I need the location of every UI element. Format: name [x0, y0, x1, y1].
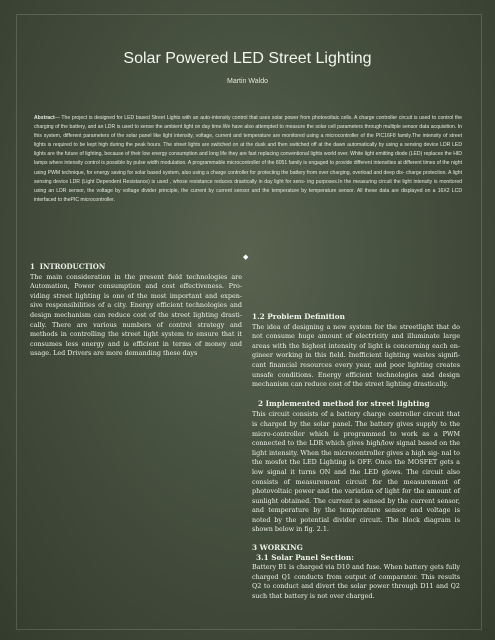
problem-heading: 1.2 Problem Definition	[252, 312, 345, 321]
method-text: This circuit consists of a battery charge controller circuit that is charged by the solar panel. The battery gives supply to the micro-controller which is programmed to work as a PWM connected to the LDR which gives high/low signal based on the light intensity. When the microcontroller gives a high sig- nal to the mosfet the LED Lighting is OFF. Once the MOSFET gets a low signal it turns ON and the LED glows. The circuit also consists of measurement circuit for the measurement of photovoltaic power and the variation of light for the amount of sunlight obtained. The current is sensed by the current sensor, and temperature by the temperature sensor and voltage is noted by the potential divider circuit. The block diagram is shown below in fig. 2.1.	[252, 410, 460, 534]
problem-text: The idea of designing a new system for the streetlight that do not consume huge amount of electricity and illuminate large areas with the highest intensity of light is concerning each en- gineer working in this field. Inefficient lighting wastes signifi- cant financial resources every year, and poor lighting creates unsafe conditions. Energy efficient technologies and design mechanism can reduce cost of the street lighting drastically.	[252, 322, 460, 389]
working-heading: 3 WORKING	[252, 543, 303, 553]
working-text: Battery B1 is charged via D10 and fuse. When battery gets fully charged Q1 conducts from output of comparator. This results Q2 to conduct and divert the solar power through D11 and Q2 such that battery is not over charged.	[252, 563, 460, 601]
intro-number: 1	[30, 262, 35, 271]
diamond-icon: ◆	[243, 253, 249, 261]
intro-heading-text: INTRODUCTION	[39, 262, 106, 271]
intro-text: The main consideration in the present field technologies are Automation, Power consumption and cost effectiveness. Pro- viding street lighting is one of the most important and expen- sive responsibilities of a city. Energy efficient technologies and design mechanism can reduce cost of the street lighting drasti- cally. There are various numbers of control strategy and methods in controlling the street light system to ensure that it consumes less energy and is efficient in terms of money and usage. Led Drivers are more demanding these days	[30, 272, 242, 358]
author-name: Martin Waldo	[227, 78, 268, 85]
abstract-label: Abstract	[34, 115, 55, 121]
left-column	[30, 262, 242, 359]
intro-heading	[30, 262, 242, 272]
abstract	[34, 114, 462, 205]
paper-title: Solar Powered LED Street Lighting	[123, 50, 372, 67]
abstract-text: — The project is designed for LED based Street Lights with an auto-intensity control that uses solar power from photovoltaic cells. A charge controller circuit is used to control the charging of the battery, and an LDR is used to sense the ambient light on day time.We have also attempted to measure the solar cell parameters through multiple sensor data acquisition. In this system, different parameters of the solar panel like light intensity, voltage, current and temperature are monitored using a microcontroller of the PIC16F8 family.The intensity of street lights is required to be kept high during the peak hours. The street lights are switched on at the dusk and then switched off at the dawn automatically by using a sensing device LDR LED lights are the future of lighting, because of their low energy consumption and long life they are fast replacing conventional lights world over. White light emitting diode (LED) replaces the HID lamps where intensity control is possible by pulse width modulation. A programmable microcontroller of the 8051 family is engaged to provide different intensities at different times of the night using PWM technique, for energy saving for solar based system, also using a charge controller for protecting the battery from over charging, overload and deep dis- charge protection. A light sensing device LDR (Light Dependent Resistance) is used , whose resistance reduces drastically in day light for sens- ing purposes.In the measuring circuit the light intensity is monitored using an LDR sensor, the voltage by voltage divider principle, the current by current sensor and the temperature by temperature sensor. All these data are displayed on a 16X2 LCD interfaced to thePIC microcontroller.	[34, 115, 462, 203]
method-heading: 2 Implemented method for street lighting	[258, 398, 430, 408]
solar-panel-heading: 3.1 Solar Panel Section:	[256, 552, 354, 562]
right-column	[252, 312, 460, 602]
